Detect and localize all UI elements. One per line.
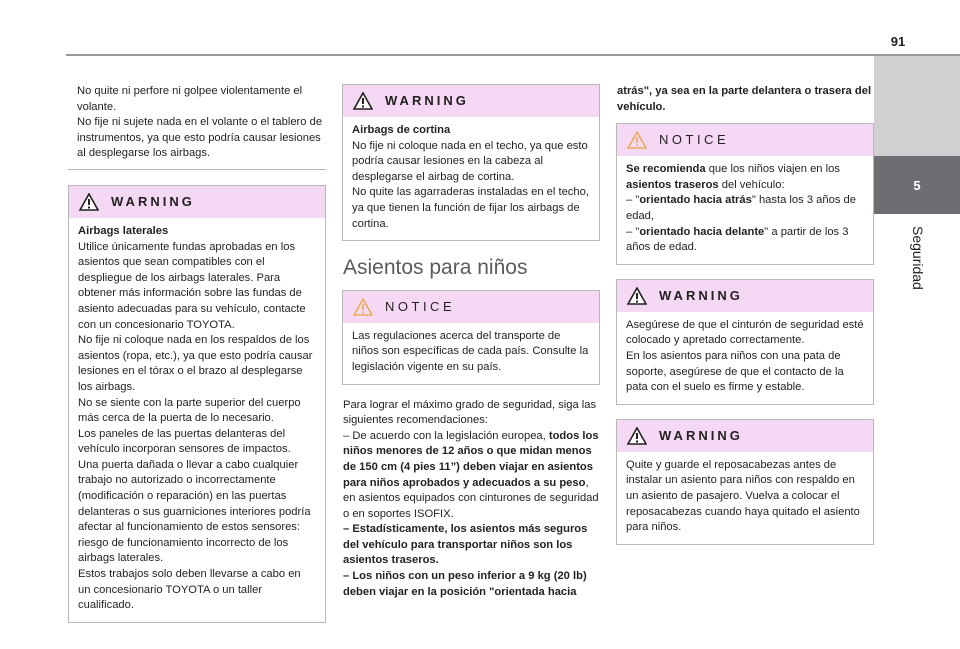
bullet-statistics: – Estadísticamente, los asientos más seguros del vehículo para transportar niños son los asientos traseros.: [343, 523, 588, 567]
warning-box-curtain-airbags: [342, 84, 600, 241]
warning-line: No fije ni coloque nada en los respaldos de los asientos (ropa, etc.), ya que esto podría causar lesiones en el tórax o el brazo al desplegarse los airbags.: [78, 334, 313, 393]
notice-text: que los niños viajen en los: [705, 163, 840, 176]
notice-triangle-icon: [353, 298, 373, 316]
warning-line: No fije ni coloque nada en el techo, ya que esto podría causar lesiones en la cabeza al desplegarse el airbag de cortina.: [352, 139, 588, 183]
continuation-text: atrás", ya sea en la parte delantera o trasera del vehículo.: [617, 85, 872, 113]
warning-header: [617, 280, 873, 312]
warning-box-seatbelt: [616, 279, 874, 405]
warning-title: WARNING: [111, 194, 195, 210]
warning-header: [617, 420, 873, 452]
warning-box-side-airbags: [68, 185, 326, 623]
notice-title: NOTICE: [659, 132, 730, 148]
warning-triangle-icon: [627, 287, 647, 305]
warning-line: Estos trabajos solo deben llevarse a cabo en un concesionario TOYOTA o un taller cualificado.: [78, 568, 301, 612]
notice-text: – ": [626, 194, 640, 207]
chapter-title-vertical: [906, 226, 930, 298]
warning-subtitle: Airbags de cortina: [352, 124, 451, 136]
top-rule: [66, 54, 960, 56]
warning-header: [343, 85, 599, 117]
notice-text: – ": [626, 225, 640, 238]
warning-line: Utilice únicamente fundas aprobadas en los asientos que sean compatibles con el despliegue de los airbags laterales. Para obtener más información sobre las fundas de asiento adecuadas para su vehículo, contacte con un concesionario TOYOTA.: [78, 240, 306, 331]
warning-triangle-icon: [353, 92, 373, 110]
chapter-title: Seguridad: [910, 226, 926, 290]
notice-text: " a partir de los 3 años de edad.: [626, 225, 849, 254]
notice-box-rear-seats: [616, 123, 874, 265]
intro-line: No fije ni sujete nada en el volante o el tablero de instrumentos, ya que esto podría causar lesiones al desplegarse los airbags.: [77, 116, 323, 160]
notice-triangle-icon: [627, 131, 647, 149]
notice-text: " hasta los 3 años de edad,: [626, 194, 856, 222]
bullet-bold-text: todos los niños menores de 12 años o que midan menos de 150 cm (4 pies 11”) deben viajar en asientos para niños aprobados y adecuados a su peso: [343, 429, 599, 489]
notice-title: NOTICE: [385, 298, 456, 314]
body-text: [342, 398, 600, 601]
warning-line: En los asientos para niños con una pata de soporte, asegúrese de que el contacto de la pata con el suelo es firme y estable.: [626, 349, 844, 394]
notice-recommendation: [626, 162, 864, 193]
column-3: [616, 84, 874, 545]
warning-title: WARNING: [659, 427, 743, 443]
side-tab-spacer: [874, 56, 960, 156]
warning-line: Asegúrese de que el cinturón de seguridad esté colocado y apretado correctamente.: [626, 318, 864, 347]
notice-text: Las regulaciones acerca del transporte de niños son específicas de cada país. Consulte la legislación vigente en su país.: [352, 329, 589, 373]
warning-triangle-icon: [79, 193, 99, 211]
notice-header: [617, 124, 873, 156]
intro-line: No quite ni perfore ni golpee violentamente el volante.: [77, 85, 303, 113]
intro-box: [68, 84, 326, 170]
section-title: Asientos para niños: [343, 256, 528, 280]
notice-bold-text: asientos traseros: [626, 178, 719, 191]
warning-line: No se siente con la parte superior del cuerpo más cerca de la puerta de lo necesario.: [78, 396, 301, 425]
body-intro: Para lograr el máximo grado de seguridad, siga las siguientes recomendaciones:: [343, 398, 597, 427]
warning-header: [69, 186, 325, 218]
column-1: [68, 84, 326, 623]
notice-text: del vehículo:: [718, 178, 785, 191]
chapter-tab[interactable]: 5: [874, 156, 960, 214]
notice-bold-text: Se recomienda: [626, 163, 706, 176]
notice-box-regulations: [342, 290, 600, 385]
bullet-weight: – Los niños con un peso inferior a 9 kg (20 lb) deben viajar en la posición "orientada hacia: [343, 570, 587, 598]
notice-header: [343, 291, 599, 323]
notice-item-rear-facing: [626, 193, 864, 224]
notice-bold-text: orientado hacia atrás: [639, 194, 752, 207]
warning-box-headrest: [616, 419, 874, 545]
notice-item-forward-facing: [626, 225, 864, 256]
bullet-text: , en asientos equipados con cinturones de seguridad o en soportes ISOFIX.: [343, 476, 599, 520]
warning-title: WARNING: [385, 93, 469, 109]
warning-line: No quite las agarraderas instaladas en el techo, ya que tienen la función de fijar los airbags de cortina.: [352, 186, 589, 230]
bullet-legislation: [343, 429, 600, 523]
notice-bold-text: orientado hacia delante: [639, 225, 765, 238]
column-2: [342, 84, 600, 600]
bullet-text: – De acuerdo con la legislación europea,: [343, 429, 549, 442]
warning-line: Los paneles de las puertas delanteras del vehículo incorporan sensores de impactos.: [78, 427, 291, 456]
warning-subtitle: Airbags laterales: [78, 224, 169, 237]
warning-line: Una puerta dañada o llevar a cabo cualquier trabajo no autorizado o incorrectamente (modificación o reparación) en las puertas delanteras o sus guarniciones interiores podría afectar al funcionamiento de estos sensores: riesgo de funcionamiento incorrecto de los airbags laterales.: [78, 458, 311, 565]
page-number: 91: [890, 34, 906, 49]
warning-triangle-icon: [627, 427, 647, 445]
warning-title: WARNING: [659, 287, 743, 303]
warning-text: Quite y guarde el reposacabezas antes de instalar un asiento para niños con respaldo en un asiento de pasajero. Vuelva a colocar el reposacabezas cuando haya quitado el asiento para niños.: [626, 458, 860, 534]
